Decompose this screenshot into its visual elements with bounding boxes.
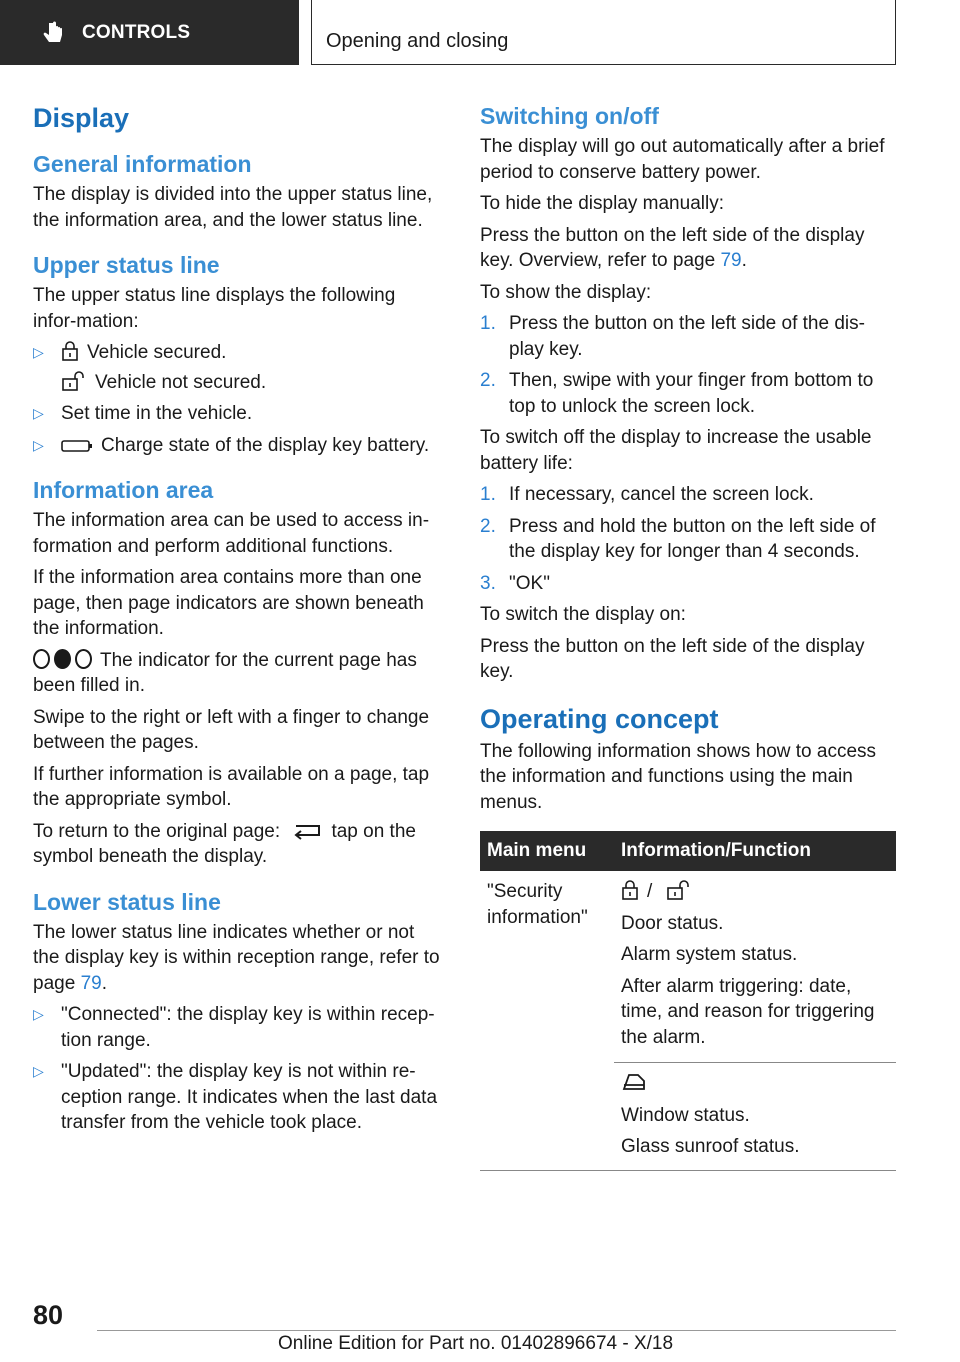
paragraph: The upper status line displays the following infor-mation: [33,285,396,332]
item-text: tap on the symbol beneath the display. [33,820,416,867]
heading-general-information: General information [33,151,252,177]
step-item: 2. Press and hold the button on the left side of the display key for longer than 4 seconds. [480,515,876,562]
hand-pointer-icon [40,20,66,46]
list-item [33,340,443,366]
main-menu-table [480,831,896,1171]
paragraph: To switch off the display to increase the usable battery life: [480,427,872,474]
window-icon [621,1072,647,1092]
section-label: CONTROLS [82,21,191,43]
page-number: 80 [33,1300,64,1330]
paragraph: If the information area contains more than one page, then page indicators are shown beneath the information. [33,567,424,639]
table-header-row [480,831,896,871]
paragraph: Press the button on the left side of the display key. Overview, refer to page 79. [480,224,865,271]
upper-status-list [33,340,443,366]
left-column [33,98,443,1142]
list-item: ▷ "Updated": the display key is not within re-ception range. It indicates when the last data transfer from the vehicle took place. [33,1059,443,1136]
step-item: 3. "OK" [480,572,550,594]
lock-closed-icon [621,880,639,900]
column-header: Main menu [480,831,614,871]
table-cell [614,1063,896,1171]
paragraph: Swipe to the right or left with a finger to change between the pages. [33,706,430,753]
section-tab [0,0,299,65]
cell-line: Alarm system status. [621,944,798,965]
paragraph: Press the button on the left side of the display key. [480,635,865,682]
paragraph: To switch the display on: [480,604,686,625]
list-item [33,433,443,459]
lock-closed-icon [61,341,79,361]
cell-line: After alarm triggering: date, time, and reason for triggering the alarm. [621,975,875,1048]
item-text: Charge state of the display key battery. [101,434,430,456]
heading-lower-status-line: Lower status line [33,888,221,915]
list-item: ▷ "Connected": the display key is within recep-tion range. [33,1002,443,1053]
page-indicator-icon [33,649,92,669]
paragraph: The information area can be used to access in-formation and perform additional functions. [33,510,430,557]
footer-divider [97,1330,896,1331]
item-text: The indicator for the current page has been filled in. [33,649,417,696]
list-item: ▷ Set time in the vehicle. [33,401,443,427]
table-row [480,871,896,1063]
table-cell: "Security information" [487,881,588,928]
step-item: 1. Press the button on the left side of the dis-play key. [480,313,865,360]
heading-information-area: Information area [33,477,214,503]
paragraph [33,648,443,699]
cell-line: Glass sunroof status. [621,1136,800,1157]
step-item: 2. Then, swipe with your finger from bottom to top to unlock the screen lock. [480,370,874,417]
lower-status-list [33,1002,443,1136]
item-text: To return to the original page: [33,820,281,842]
show-display-steps [480,311,896,419]
paragraph: To show the display: [480,281,652,303]
paragraph: The display will go out automatically after a brief period to conserve battery power. [480,136,885,183]
edition-text: Online Edition for Part no. 01402896674 - X/18 [278,1333,674,1354]
cell-line: Window status. [621,1104,750,1126]
paragraph [33,819,443,870]
right-column [480,98,896,1171]
item-text: Vehicle not secured. [95,371,267,393]
item-text: Vehicle secured. [87,342,227,363]
heading-switching-on-off: Switching on/off [480,103,659,129]
heading-upper-status-line: Upper status line [33,252,220,278]
page-reference-link[interactable]: 79 [720,250,742,271]
heading-display: Display [33,103,130,133]
cell-line: Door status. [621,912,724,934]
step-item: 1. If necessary, cancel the screen lock. [480,484,814,505]
lock-open-icon [61,371,87,391]
paragraph: The following information shows how to access the information and functions using the main menus. [480,740,877,813]
paragraph: The lower status line indicates whether or not the display key is within reception range, refer to page 79. [33,921,440,994]
battery-icon [61,438,93,454]
list-subitem [33,370,443,396]
switch-off-steps [480,482,896,596]
slash: / [647,881,653,902]
column-header: Information/Function [614,831,896,871]
table-cell [614,871,896,1063]
heading-operating-concept: Operating concept [480,703,719,734]
chapter-header [311,0,896,65]
paragraph: If further information is available on a page, tap the appropriate symbol. [33,763,430,810]
page-reference-link[interactable]: 79 [80,972,102,994]
back-arrow-icon [293,822,323,840]
paragraph: The display is divided into the upper status line, the information area, and the lower status line. [33,184,433,231]
upper-status-list-cont [33,401,443,458]
paragraph: To hide the display manually: [480,193,724,214]
chapter-title: Opening and closing [326,30,509,52]
lock-open-icon [666,880,692,900]
